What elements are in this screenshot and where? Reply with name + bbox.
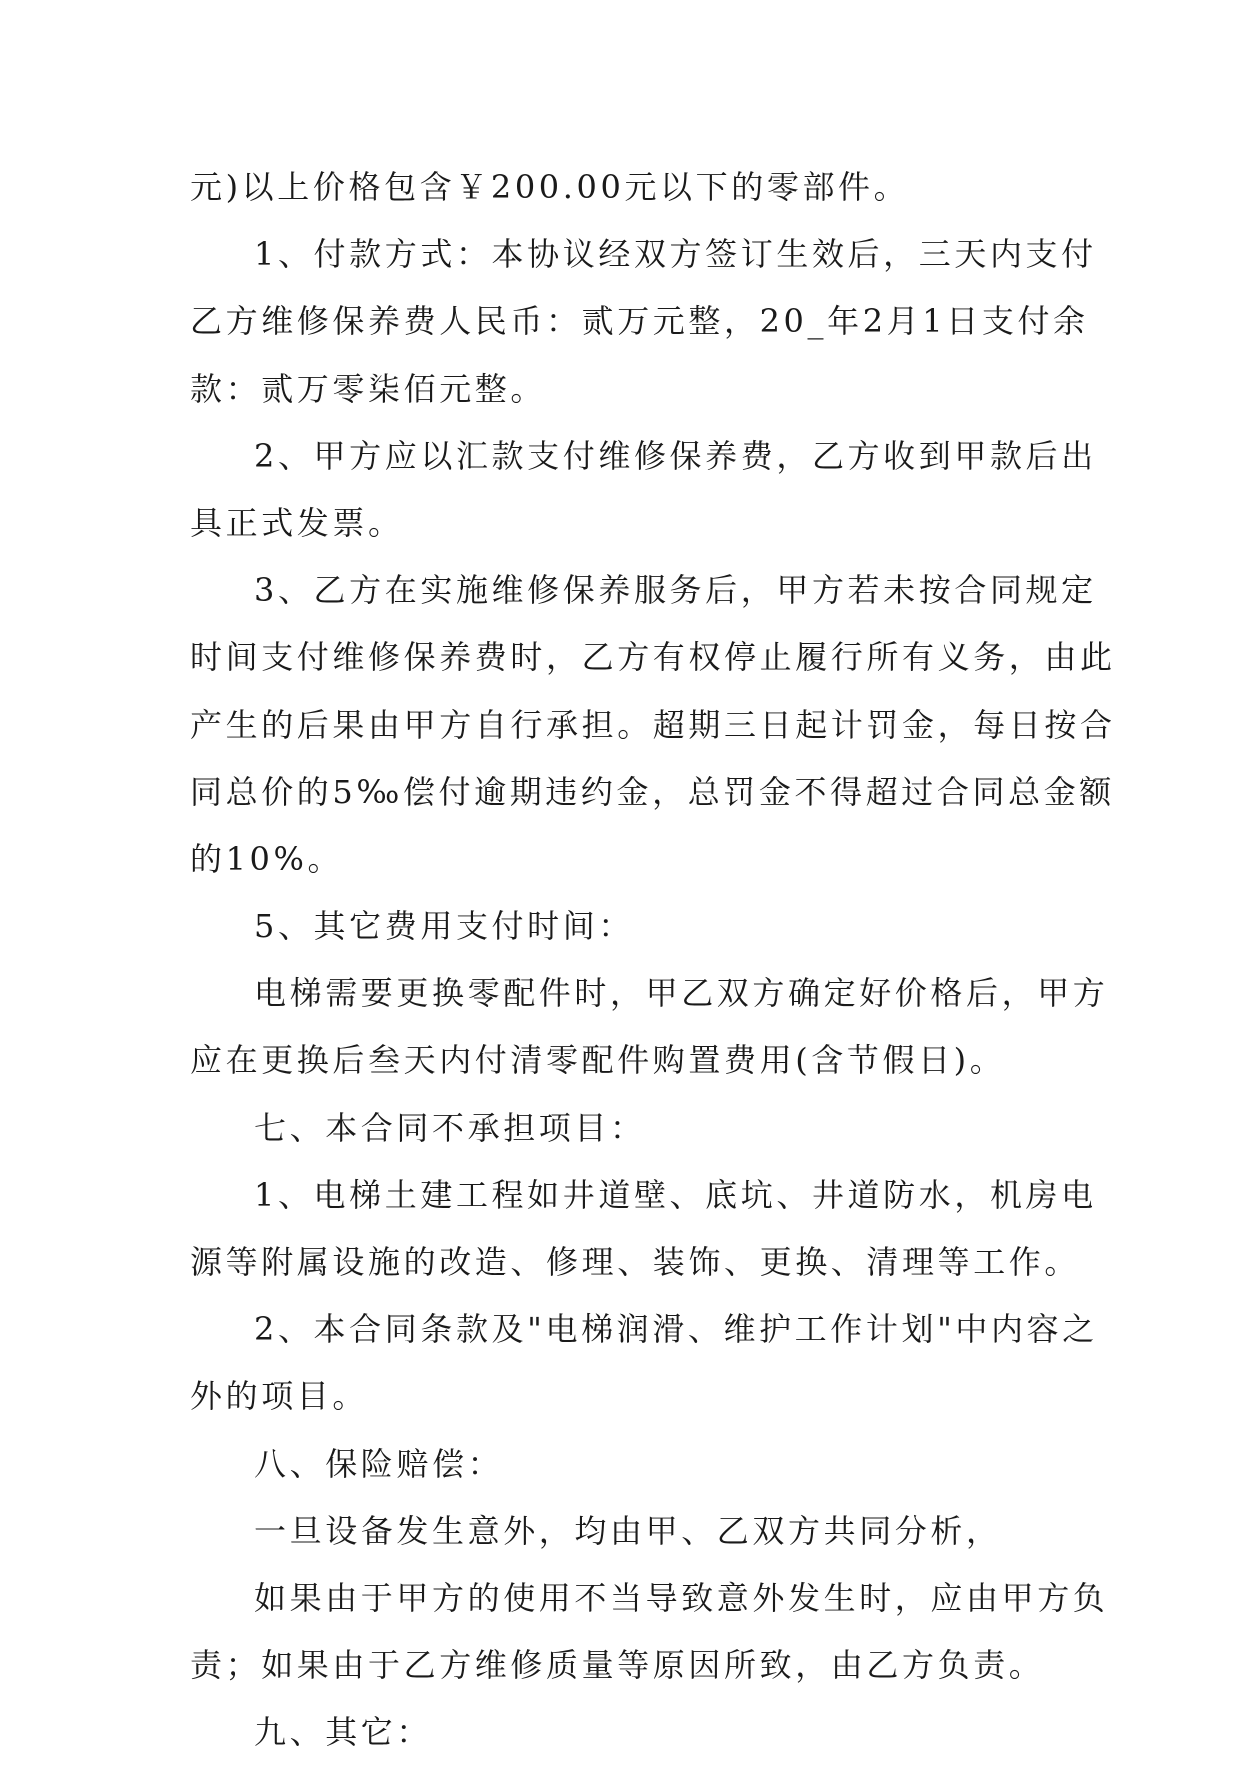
text-line-17: 源等附属设施的改造、修理、装饰、更换、清理等工作。 [190,1243,1081,1281]
text-line-10: 同总价的5‰偿付逾期违约金，总罚金不得超过合同总金额 [190,772,1115,811]
text-line-8: 时间支付维修保养费时，乙方有权停止履行所有义务，由此 [190,638,1116,677]
text-line-22: 如果由于甲方的使用不当导致意外发生时，应由甲方负 [254,1578,1109,1617]
text-line-11: 的10%。 [190,839,344,878]
text-line-13: 电梯需要更换零配件时，甲乙双方确定好价格后，甲方 [254,974,1109,1013]
text-line-23: 责；如果由于乙方维修质量等原因所致，由乙方负责。 [190,1646,1045,1685]
text-line-6: 具正式发票。 [190,503,404,542]
text-line-9: 产生的后果由甲方自行承担。超期三日起计罚金，每日按合 [190,705,1116,744]
text-line-7: 3、乙方在实施维修保养服务后，甲方若未按合同规定 [254,571,1097,610]
text-line-16: 1、电梯土建工程如井道壁、底坑、井道防水，机房电 [254,1175,1097,1214]
text-line-19: 外的项目。 [190,1377,369,1416]
text-line-5: 2、甲方应以汇款支付维修保养费，乙方收到甲款后出 [254,436,1097,475]
text-line-18: 2、本合同条款及"电梯润滑、维护工作计划"中内容之 [254,1310,1098,1349]
text-line-4: 款：贰万零柒佰元整。 [190,369,547,408]
document-body [190,154,1116,1767]
text-line-3: 乙方维修保养费人民币：贰万元整，20_年2月1日支付余 [190,302,1089,341]
text-line-12: 5、其它费用支付时间： [254,907,634,946]
text-line-2: 1、付款方式：本协议经双方签订生效后，三天内支付 [254,235,1097,274]
text-line-21: 一旦设备发生意外，均由甲、乙双方共同分析， [254,1511,1002,1550]
text-line-1: 元)以上价格包含￥200.00元以下的零部件。 [190,168,910,206]
text-line-24: 九、其它： [254,1713,433,1752]
text-line-15: 七、本合同不承担项目： [254,1108,646,1147]
text-line-20: 八、保险赔偿： [254,1444,504,1483]
text-line-14: 应在更换后叁天内付清零配件购置费用(含节假日)。 [190,1041,1006,1080]
